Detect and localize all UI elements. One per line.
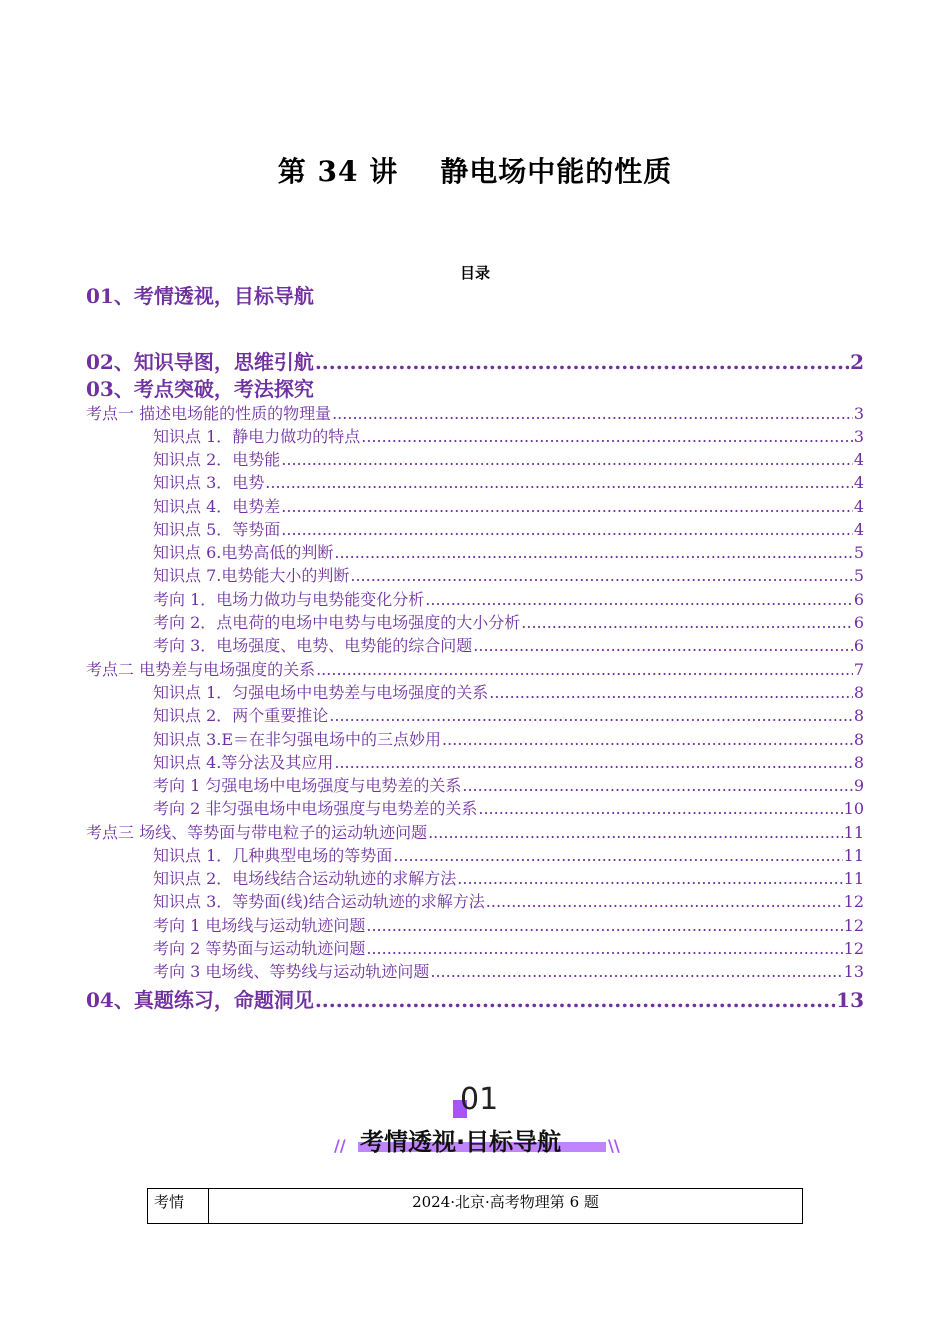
toc-page-number: 13 <box>836 988 864 1012</box>
toc-entry-knowledge[interactable]: 知识点 6.电势高低的判断 ..... 5 <box>153 540 864 563</box>
toc-entry-knowledge[interactable]: 知识点 2．电势能 ..... 4 <box>153 447 864 470</box>
toc-entry-knowledge[interactable]: 知识点 3．电势 ..... 4 <box>153 470 864 493</box>
toc-entry-knowledge[interactable]: 知识点 7.电势能大小的判断 ..... 5 <box>153 563 864 586</box>
toc-entry-topic-2[interactable]: 考点二 电势差与电场强度的关系 ..... 7 <box>86 657 864 680</box>
toc-entry-direction[interactable]: 考向 2 非匀强电场中电场强度与电势差的关系 ..... 10 <box>153 796 864 819</box>
toc-entry-section-04[interactable]: 04、真题练习，命题洞见 ..... 13 <box>86 984 864 1013</box>
slash-decoration-left: // <box>334 1136 346 1155</box>
table-row <box>148 1189 803 1224</box>
toc-entry-direction[interactable]: 考向 1 匀强电场中电场强度与电势差的关系 ..... 9 <box>153 773 864 796</box>
toc-entry-knowledge[interactable]: 知识点 2．两个重要推论 ..... 8 <box>153 703 864 726</box>
document-title <box>0 150 950 190</box>
lecture-number: 第 34 讲 <box>277 155 399 188</box>
toc-entry-section-01[interactable]: 01、考情透视，目标导航 <box>86 284 314 308</box>
toc-entry-section-02[interactable]: 02、知识导图，思维引航 ..... 2 <box>86 346 864 375</box>
toc-entry-knowledge[interactable]: 知识点 1．几种典型电场的等势面 ..... 11 <box>153 843 864 866</box>
toc-entry-knowledge[interactable]: 知识点 4.等分法及其应用 ..... 8 <box>153 750 864 773</box>
table-key-cell: 考情 <box>148 1189 209 1224</box>
section-banner <box>330 1082 630 1162</box>
slash-decoration-right: \\ <box>608 1136 620 1155</box>
toc-entry-direction[interactable]: 考向 3 电场线、等势线与运动轨迹问题 ..... 13 <box>153 959 864 982</box>
toc-page-number: 2 <box>850 350 864 374</box>
toc-entry-direction[interactable]: 考向 2 等势面与运动轨迹问题 ..... 12 <box>153 936 864 959</box>
toc-entry-knowledge[interactable]: 知识点 4．电势差 ..... 4 <box>153 494 864 517</box>
toc-entry-topic-3[interactable]: 考点三 场线、等势面与带电粒子的运动轨迹问题 ..... 11 <box>86 820 864 843</box>
table-value-cell: 2024·北京·高考物理第 6 题 <box>209 1189 803 1224</box>
toc-entry-topic-1[interactable]: 考点一 描述电场能的性质的物理量 ..... 3 <box>86 401 864 424</box>
toc-entry-direction[interactable]: 考向 1 电场线与运动轨迹问题 ..... 12 <box>153 913 864 936</box>
lecture-topic: 静电场中能的性质 <box>440 155 673 188</box>
toc-entry-direction[interactable]: 考向 1．电场力做功与电势能变化分析 ..... 6 <box>153 587 864 610</box>
section-number: 01 <box>460 1082 499 1117</box>
exam-info-table <box>147 1188 803 1224</box>
toc-entry-knowledge[interactable]: 知识点 1．匀强电场中电势差与电场强度的关系 ..... 8 <box>153 680 864 703</box>
toc-entry-knowledge[interactable]: 知识点 5．等势面 ..... 4 <box>153 517 864 540</box>
toc-entry-knowledge[interactable]: 知识点 2．电场线结合运动轨迹的求解方法 ..... 11 <box>153 866 864 889</box>
toc-entry-direction[interactable]: 考向 2．点电荷的电场中电势与电场强度的大小分析 ..... 6 <box>153 610 864 633</box>
toc-entry-direction[interactable]: 考向 3．电场强度、电势、电势能的综合问题 ..... 6 <box>153 633 864 656</box>
toc-heading: 目录 <box>459 264 490 282</box>
section-label: 考情透视·目标导航 <box>360 1128 562 1156</box>
toc-entry-knowledge[interactable]: 知识点 1．静电力做功的特点 ..... 3 <box>153 424 864 447</box>
toc-entry-knowledge[interactable]: 知识点 3.E＝在非匀强电场中的三点妙用 ..... 8 <box>153 727 864 750</box>
toc-entry-section-03[interactable]: 03、考点突破，考法探究 <box>86 377 314 401</box>
toc-entry-knowledge[interactable]: 知识点 3．等势面(线)结合运动轨迹的求解方法 ..... 12 <box>153 889 864 912</box>
